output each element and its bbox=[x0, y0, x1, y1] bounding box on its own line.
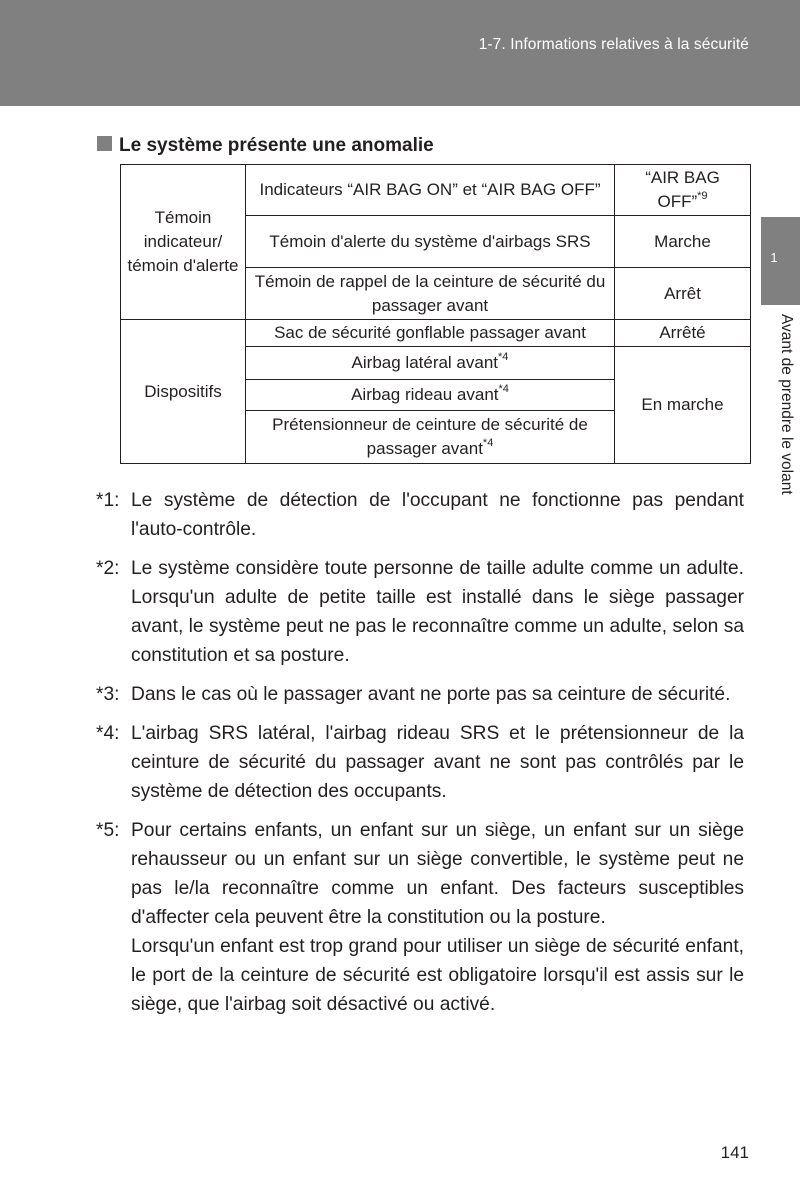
item-cell bbox=[246, 411, 615, 464]
footnote-paragraph: Lorsqu'un enfant est trop grand pour utiliser un siège de sécurité enfant, le port de la ceinture de sécurité est obligatoire lorsqu'il est assis sur le siège, que l'airbag soit désactivé ou activé. bbox=[131, 936, 744, 1015]
footnote-body bbox=[131, 816, 744, 1019]
footnote-paragraph: Le système considère toute personne de taille adulte comme un adulte. Lorsqu'un adulte de petite taille est installé dans le siège passager avant, le système peut ne pas le reconnaître comme un adulte, selon sa constitution et sa posture. bbox=[131, 558, 744, 666]
footnote-paragraph: Pour certains enfants, un enfant sur un siège, un enfant sur un siège rehausseur ou un enfant sur un siège convertible, le système peut ne pas le/la reconnaître comme un enfant. Des facteurs susceptibles d'affecter cela peuvent être la constitution ou la posture. bbox=[131, 820, 744, 928]
page-number: 141 bbox=[720, 1143, 749, 1162]
footnote-paragraph: L'airbag SRS latéral, l'airbag rideau SRS et le prétensionneur de la ceinture de sécurité du passager avant ne sont pas contrôlés par le système de détection des occupants. bbox=[131, 723, 744, 802]
footnote-paragraph: Dans le cas où le passager avant ne porte pas sa ceinture de sécurité. bbox=[131, 684, 731, 705]
item-cell bbox=[246, 347, 615, 380]
item-cell: Indicateurs “AIR BAG ON” et “AIR BAG OFF” bbox=[246, 165, 615, 216]
footnote-marker: *4: bbox=[96, 723, 120, 744]
footnote-ref: *4 bbox=[482, 437, 494, 449]
header-bar bbox=[0, 0, 800, 106]
group-label-cell: Dispositifs bbox=[121, 320, 246, 464]
status-cell: En marche bbox=[615, 347, 751, 464]
status-text: “AIR BAG OFF” bbox=[645, 168, 720, 211]
footnote-paragraph: Le système de détection de l'occupant ne fonctionne pas pendant l'auto-contrôle. bbox=[131, 490, 744, 540]
footnote bbox=[96, 486, 744, 544]
footnote bbox=[96, 680, 744, 709]
footnote bbox=[96, 554, 744, 670]
footnote-body bbox=[131, 554, 744, 670]
chapter-tab-label: Avant de prendre le volant bbox=[778, 314, 795, 495]
heading-square-icon bbox=[97, 136, 112, 151]
footnote-marker: *3: bbox=[96, 684, 120, 705]
footnote-body bbox=[131, 486, 744, 544]
footnote-body bbox=[131, 680, 744, 709]
item-text: Airbag latéral avant bbox=[351, 353, 499, 372]
footnote bbox=[96, 816, 744, 1019]
status-cell bbox=[615, 165, 751, 216]
status-cell: Arrêté bbox=[615, 320, 751, 347]
footnote-body bbox=[131, 719, 744, 806]
item-cell: Sac de sécurité gonflable passager avant bbox=[246, 320, 615, 347]
status-table bbox=[120, 164, 751, 464]
footnote bbox=[96, 719, 744, 806]
chapter-tab bbox=[761, 217, 800, 305]
section-heading bbox=[97, 135, 434, 157]
table-row bbox=[121, 165, 751, 216]
footnote-marker: *2: bbox=[96, 558, 120, 579]
footnote-marker: *5: bbox=[96, 820, 120, 841]
table-row bbox=[121, 320, 751, 347]
item-text: Airbag rideau avant bbox=[351, 385, 499, 404]
item-text: Prétensionneur de ceinture de sécurité de passager avant bbox=[272, 415, 588, 458]
footnote-ref: *9 bbox=[697, 190, 708, 202]
chapter-tab-number: 1 bbox=[770, 250, 778, 265]
status-cell: Marche bbox=[615, 216, 751, 268]
section-heading-text: Le système présente une anomalie bbox=[119, 135, 434, 156]
footnote-marker: *1: bbox=[96, 490, 120, 511]
footnote-ref: *4 bbox=[498, 351, 509, 363]
chapter-title: 1-7. Informations relatives à la sécurité bbox=[478, 36, 749, 53]
item-cell: Témoin d'alerte du système d'airbags SRS bbox=[246, 216, 615, 268]
status-cell: Arrêt bbox=[615, 268, 751, 320]
footnotes bbox=[96, 486, 744, 1029]
item-cell: Témoin de rappel de la ceinture de sécurité du passager avant bbox=[246, 268, 615, 320]
footnote-ref: *4 bbox=[498, 383, 509, 395]
group-label-cell: Témoin indicateur/ témoin d'alerte bbox=[121, 165, 246, 320]
item-cell bbox=[246, 380, 615, 411]
